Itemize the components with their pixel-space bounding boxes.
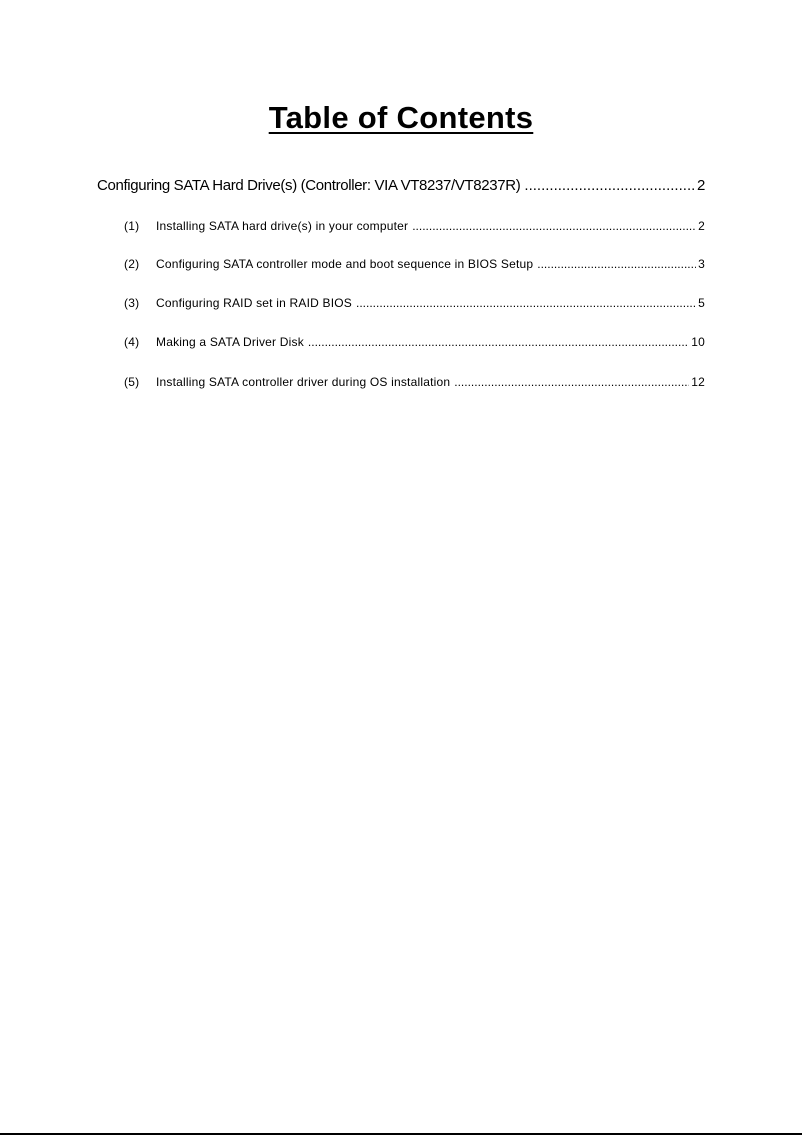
toc-entry-number: (2) [124, 257, 140, 271]
toc-leader-dots [454, 375, 689, 389]
toc-entry-page: 12 [691, 375, 705, 389]
toc-entry-3[interactable] [124, 296, 705, 310]
toc-leader-dots [356, 296, 696, 310]
toc-entry-text: Installing SATA controller driver during OS installation [156, 375, 451, 389]
toc-entry-text: Installing SATA hard drive(s) in your computer [156, 219, 409, 233]
page-title: Table of Contents [268, 100, 534, 135]
toc-entry-number: (5) [124, 375, 140, 389]
toc-entry-main-page: 2 [697, 177, 705, 194]
toc-leader-dots [308, 335, 689, 349]
toc-entry-number: (1) [124, 219, 140, 233]
toc-entry-number: (4) [124, 335, 140, 349]
toc-entry-2[interactable] [124, 257, 705, 271]
toc-entry-text: Making a SATA Driver Disk [156, 335, 304, 349]
toc-entry-page: 3 [698, 257, 705, 271]
toc-entry-4[interactable] [124, 335, 705, 349]
toc-entry-text: Configuring SATA controller mode and boot sequence in BIOS Setup [156, 257, 534, 271]
toc-entry-page: 5 [698, 296, 705, 310]
toc-entry-5[interactable] [124, 375, 705, 389]
toc-entry-main[interactable] [97, 177, 705, 194]
toc-entry-page: 10 [691, 335, 705, 349]
toc-entry-main-text: Configuring SATA Hard Drive(s) (Controller: VIA VT8237/VT8237R) [97, 177, 521, 194]
toc-entry-number: (3) [124, 296, 140, 310]
toc-leader-dots [537, 257, 696, 271]
toc-leader-dots [412, 219, 696, 233]
toc-entry-text: Configuring RAID set in RAID BIOS [156, 296, 353, 310]
footer-rule [0, 1133, 802, 1135]
toc-entry-page: 2 [698, 219, 705, 233]
toc-entry-1[interactable] [124, 219, 705, 233]
toc-leader-dots [524, 177, 695, 194]
